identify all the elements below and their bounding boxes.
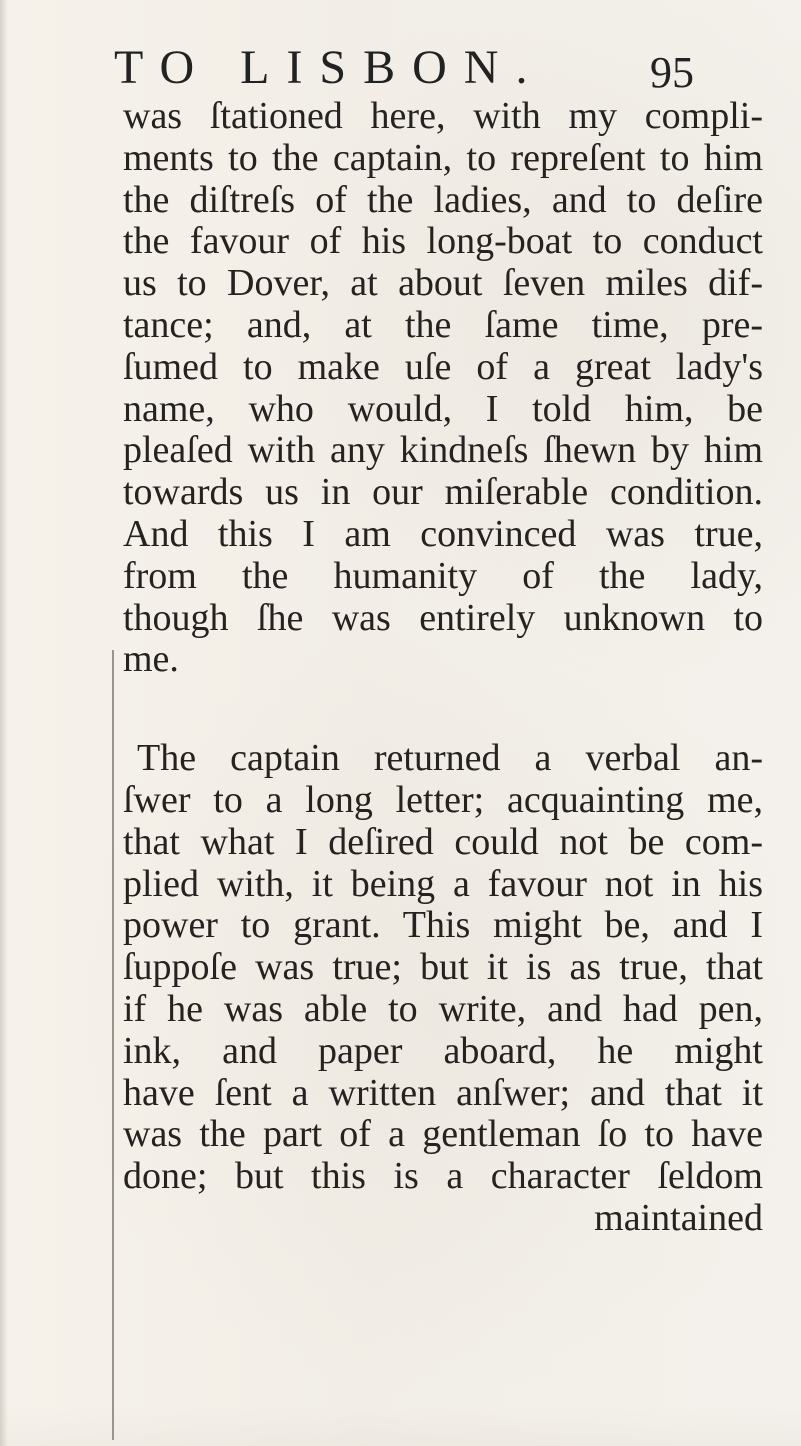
text-line: done; but this is a character ſeldom [123, 1155, 763, 1198]
text-line: the favour of his long-boat to conduct [123, 220, 763, 263]
text-line: towards us in our miſerable condition. [123, 471, 763, 514]
text-line: that what I deſired could not be com- [123, 820, 763, 863]
page-number: 95 [650, 48, 694, 97]
text-line: was ſtationed here, with my compli- [123, 95, 763, 137]
text-line: ſuppoſe was true; but it is as true, that [123, 946, 763, 989]
paragraph-2 [123, 738, 763, 1240]
bottom-shadow [0, 1406, 801, 1446]
text-line: name, who would, I told him, be [123, 387, 763, 430]
text-line: the diſtreſs of the ladies, and to deſire [123, 178, 763, 221]
paragraph-gap [123, 681, 763, 738]
page-header [114, 40, 694, 97]
body-text [123, 96, 763, 1240]
running-head: TO LISBON. [114, 41, 545, 94]
page-edge-shadow [0, 0, 8, 1446]
text-line: plied with, it being a favour not in his [123, 862, 763, 905]
text-line: from the humanity of the lady, [123, 554, 763, 597]
text-line: if he was able to write, and had pen, [123, 987, 763, 1030]
text-line: ſwer to a long letter; acquainting me, [123, 778, 763, 821]
text-line: tance; and, at the ſame time, pre- [123, 303, 763, 346]
text-line: power to grant. This might be, and I [123, 904, 763, 947]
text-line: The captain returned a verbal an- [137, 737, 763, 780]
text-line: was the part of a gentleman ſo to have [123, 1113, 763, 1156]
text-line: pleaſed with any kindneſs ſhewn by him [123, 429, 763, 472]
text-line: though ſhe was entirely unknown to [123, 596, 763, 639]
text-line: And this I am convinced was true, [123, 512, 763, 555]
text-line: us to Dover, at about ſeven miles dif- [123, 262, 763, 305]
paragraph-1 [123, 96, 763, 681]
text-line: have ſent a written anſwer; and that it [123, 1071, 763, 1114]
catchword: maintained [594, 1196, 763, 1239]
text-line: ſumed to make uſe of a great lady's [123, 345, 763, 388]
gutter-line [112, 650, 114, 1440]
text-line: ments to the captain, to repreſent to him [123, 136, 763, 179]
text-line: ink, and paper aboard, he might [123, 1029, 763, 1072]
text-line: me. [123, 638, 179, 681]
